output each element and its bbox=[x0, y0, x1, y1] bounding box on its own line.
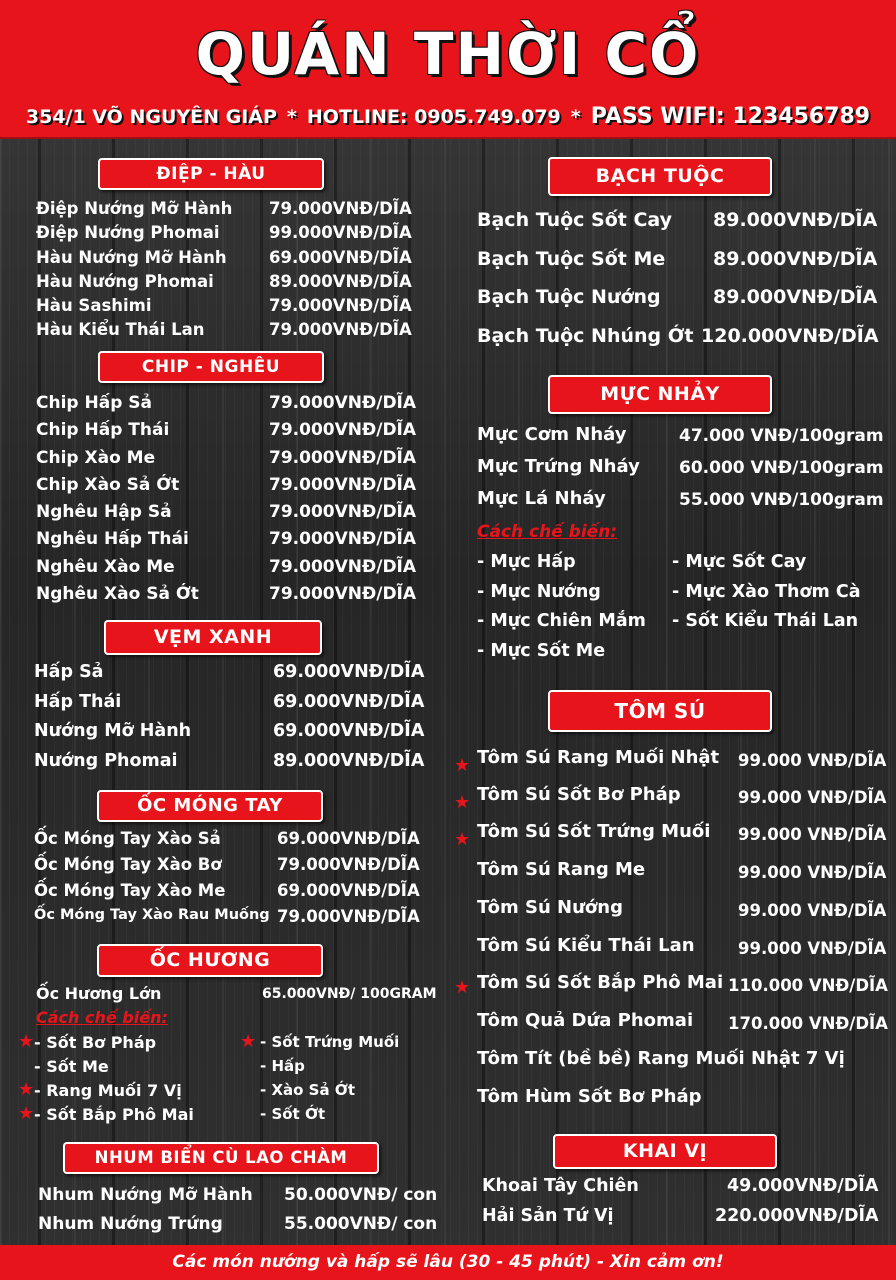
item-price: 69.000VNĐ/DĨA bbox=[269, 247, 412, 267]
item-price: 79.000VNĐ/DĨA bbox=[269, 529, 417, 550]
item-price: 79.000VNĐ/DĨA bbox=[269, 502, 417, 523]
item-price: 220.000VNĐ/DĨA bbox=[715, 1206, 879, 1226]
item-name: Mực Lá Nháy bbox=[477, 488, 606, 509]
star-icon: ★ bbox=[454, 977, 471, 998]
item-name: Nghêu Xào Me bbox=[36, 556, 175, 577]
hotline: HOTLINE: 0905.749.079 bbox=[306, 106, 561, 128]
item-price: 99.000 VNĐ/DĨA bbox=[738, 825, 887, 844]
item-name: Bạch Tuộc Sốt Cay bbox=[477, 209, 673, 231]
item-name: Tôm Sú Nướng bbox=[477, 897, 623, 918]
item-price: 79.000VNĐ/DĨA bbox=[269, 584, 417, 605]
item-name: Nghêu Xào Sả Ớt bbox=[36, 584, 199, 605]
item-price: 99.000 VNĐ/DĨA bbox=[738, 939, 887, 958]
item-price: 60.000 VNĐ/100gram bbox=[679, 458, 884, 478]
section-title-chip-ngheu: CHIP - NGHÊU bbox=[98, 351, 324, 383]
section-title-khai-vi: KHAI VỊ bbox=[553, 1134, 777, 1169]
item-price: 120.000VNĐ/DĨA bbox=[701, 324, 879, 347]
item-name: Chip Xào Me bbox=[36, 447, 156, 468]
item-name: Điệp Nướng Phomai bbox=[36, 223, 220, 243]
cooking-method: - Xào Sả Ớt bbox=[260, 1081, 356, 1099]
item-price: 69.000VNĐ/DĨA bbox=[273, 691, 425, 712]
item-price: 170.000 VNĐ/DĨA bbox=[728, 1014, 888, 1033]
item-name: Chip Hấp Thái bbox=[36, 420, 170, 441]
item-price: 89.000VNĐ/DĨA bbox=[273, 750, 425, 771]
section-muc-nhay bbox=[0, 424, 896, 674]
item-name: Tôm Hùm Sốt Bơ Pháp bbox=[477, 1086, 702, 1107]
item-name: Tôm Sú Sốt Trứng Muối bbox=[477, 821, 711, 842]
menu-item bbox=[477, 972, 723, 993]
cooking-method: - Sốt Me bbox=[34, 1057, 109, 1076]
item-name: Mực Trứng Nháy bbox=[477, 456, 640, 477]
star-icon: ★ bbox=[454, 792, 471, 813]
address: 354/1 VÕ NGUYÊN GIÁP bbox=[25, 106, 277, 128]
item-name: Hàu Nướng Phomai bbox=[36, 271, 214, 291]
cooking-method: - Hấp bbox=[260, 1057, 305, 1075]
item-price: 79.000VNĐ/DĨA bbox=[269, 420, 417, 441]
item-price: 50.000VNĐ/ con bbox=[284, 1185, 438, 1205]
separator-star: * bbox=[570, 106, 581, 128]
item-name: Bạch Tuộc Sốt Me bbox=[477, 247, 666, 270]
menu-item bbox=[477, 747, 719, 768]
cooking-method: - Mực Sốt Me bbox=[477, 641, 606, 661]
item-price: 65.000VNĐ/ 100GRAM bbox=[262, 986, 437, 1002]
menu-item bbox=[477, 1010, 693, 1031]
section-title-tom-su: TÔM SÚ bbox=[548, 690, 772, 732]
footer-note: Các món nướng và hấp sẽ lâu (30 - 45 phút) - Xin cảm ơn! bbox=[172, 1252, 724, 1272]
cooking-method: - Sốt Ớt bbox=[260, 1105, 326, 1123]
item-price: 79.000VNĐ/DĨA bbox=[269, 556, 417, 577]
cooking-method: - Sốt Bơ Pháp bbox=[34, 1033, 157, 1052]
item-price: 79.000VNĐ/DĨA bbox=[269, 199, 412, 218]
item-price: 89.000VNĐ/DĨA bbox=[713, 209, 878, 231]
menu-item bbox=[477, 488, 606, 509]
item-name: Hàu Kiểu Thái Lan bbox=[36, 320, 205, 340]
footer-note-bar bbox=[0, 1245, 896, 1280]
cooking-method: - Mực Sốt Cay bbox=[672, 552, 807, 572]
item-price: 79.000VNĐ/DĨA bbox=[269, 320, 412, 340]
menu-item bbox=[477, 821, 710, 842]
menu-item bbox=[477, 1048, 845, 1069]
menu-item bbox=[477, 897, 623, 918]
item-name: Nướng Mỡ Hành bbox=[34, 721, 192, 741]
item-name: Hải Sản Tứ Vị bbox=[482, 1206, 614, 1226]
item-price: 79.000VNĐ/DĨA bbox=[277, 907, 420, 926]
cooking-methods-label: Cách chế biến: bbox=[477, 522, 618, 542]
menu-item bbox=[477, 935, 695, 956]
section-title-diep-hau: ĐIỆP - HÀU bbox=[98, 158, 324, 190]
item-name: Nướng Phomai bbox=[34, 750, 178, 771]
item-price: 89.000VNĐ/DĨA bbox=[269, 271, 412, 291]
item-name: Ốc Móng Tay Xào Me bbox=[34, 881, 226, 900]
wifi-password: PASS WIFI: 123456789 bbox=[590, 104, 871, 129]
star-icon: ★ bbox=[454, 755, 471, 776]
item-name: Bạch Tuộc Nhúng Ớt bbox=[477, 324, 694, 347]
item-name: Nhum Nướng Trứng bbox=[38, 1214, 223, 1234]
item-price: 99.000 VNĐ/DĨA bbox=[738, 751, 887, 770]
item-name: Hấp Sả bbox=[34, 662, 104, 682]
menu-item bbox=[477, 456, 640, 477]
item-name: Nghêu Hập Sả bbox=[36, 502, 172, 523]
item-name: Tôm Quả Dứa Phomai bbox=[477, 1010, 694, 1031]
star-icon: ★ bbox=[454, 829, 471, 850]
menu-item bbox=[477, 859, 645, 880]
item-name: Chip Xào Sả Ớt bbox=[36, 474, 180, 495]
cooking-method: - Mực Hấp bbox=[477, 552, 576, 572]
item-name: Ốc Hương Lớn bbox=[36, 984, 162, 1003]
item-name: Ốc Móng Tay Xào Rau Muống bbox=[34, 907, 270, 923]
item-price: 69.000VNĐ/DĨA bbox=[277, 881, 420, 900]
item-name: Ốc Móng Tay Xào Sả bbox=[34, 829, 221, 848]
menu-item bbox=[477, 784, 681, 805]
section-title-bach-tuoc: BẠCH TUỘC bbox=[548, 157, 772, 196]
section-title-muc-nhay: MỰC NHẢY bbox=[548, 375, 772, 414]
item-price: 79.000VNĐ/DĨA bbox=[277, 855, 420, 874]
item-price: 99.000 VNĐ/DĨA bbox=[738, 901, 887, 920]
cooking-method: - Sốt Bắp Phô Mai bbox=[34, 1105, 194, 1124]
header-banner bbox=[0, 0, 896, 139]
item-name: Nhum Nướng Mỡ Hành bbox=[38, 1185, 253, 1205]
cooking-method: - Mực Chiên Mắm bbox=[477, 611, 646, 631]
item-name: Tôm Sú Rang Me bbox=[477, 859, 646, 880]
item-price: 79.000VNĐ/DĨA bbox=[269, 393, 417, 413]
star-icon: ★ bbox=[18, 1079, 35, 1100]
cooking-method: - Sốt Kiểu Thái Lan bbox=[672, 611, 859, 631]
cooking-method: - Mực Xào Thơm Cà bbox=[672, 582, 861, 602]
section-title-vem-xanh: VẸM XANH bbox=[104, 620, 322, 655]
menu-item bbox=[477, 1086, 701, 1107]
item-name: Bạch Tuộc Nướng bbox=[477, 286, 661, 308]
section-title-nhum-bien: NHUM BIỂN CÙ LAO CHÀM bbox=[63, 1142, 379, 1174]
item-name: Khoai Tây Chiên bbox=[482, 1176, 639, 1196]
item-name: Điệp Nướng Mỡ Hành bbox=[36, 199, 233, 218]
restaurant-title: QUÁN THỜI CỔ bbox=[195, 20, 701, 88]
item-price: 55.000VNĐ/ con bbox=[284, 1214, 438, 1234]
item-name: Ốc Móng Tay Xào Bơ bbox=[34, 855, 222, 874]
star-icon: ★ bbox=[240, 1031, 257, 1052]
item-price: 89.000VNĐ/DĨA bbox=[713, 286, 878, 308]
contact-line bbox=[0, 104, 896, 129]
item-name: Tôm Sú Rang Muối Nhật bbox=[477, 747, 720, 768]
item-name: Hấp Thái bbox=[34, 691, 122, 712]
item-price: 79.000VNĐ/DĨA bbox=[269, 474, 417, 495]
menu-item bbox=[477, 424, 626, 445]
item-name: Hàu Sashimi bbox=[36, 296, 152, 316]
item-price: 110.000 VNĐ/DĨA bbox=[728, 976, 888, 995]
item-price: 79.000VNĐ/DĨA bbox=[269, 447, 417, 468]
item-price: 69.000VNĐ/DĨA bbox=[277, 829, 420, 848]
star-icon: ★ bbox=[18, 1103, 35, 1124]
item-price: 47.000 VNĐ/100gram bbox=[679, 426, 884, 446]
cooking-method: - Sốt Trứng Muối bbox=[260, 1033, 400, 1051]
section-title-oc-huong: ỐC HƯƠNG bbox=[97, 944, 323, 977]
item-price: 89.000VNĐ/DĨA bbox=[713, 247, 878, 270]
item-name: Tôm Sú Kiểu Thái Lan bbox=[477, 935, 695, 956]
separator-star: * bbox=[286, 106, 297, 128]
star-icon: ★ bbox=[18, 1031, 35, 1052]
item-name: Nghêu Hấp Thái bbox=[36, 529, 189, 550]
item-price: 55.000 VNĐ/100gram bbox=[679, 490, 884, 510]
item-price: 99.000 VNĐ/DĨA bbox=[738, 863, 887, 882]
item-name: Tôm Tít (bề bề) Rang Muối Nhật 7 Vị bbox=[477, 1048, 845, 1069]
item-price: 69.000VNĐ/DĨA bbox=[273, 721, 425, 741]
item-price: 69.000VNĐ/DĨA bbox=[273, 662, 425, 682]
section-title-oc-mong-tay: ỐC MÓNG TAY bbox=[97, 790, 323, 822]
item-price: 99.000VNĐ/DĨA bbox=[269, 223, 412, 243]
item-price: 79.000VNĐ/DĨA bbox=[269, 296, 412, 316]
item-name: Tôm Sú Sốt Bắp Phô Mai bbox=[477, 972, 724, 993]
cooking-method: - Mực Nướng bbox=[477, 582, 601, 602]
item-name: Mực Cơm Nháy bbox=[477, 424, 627, 445]
cooking-method: - Rang Muối 7 Vị bbox=[34, 1081, 182, 1100]
item-name: Chip Hấp Sả bbox=[36, 393, 152, 413]
item-name: Hàu Nướng Mỡ Hành bbox=[36, 247, 227, 267]
section-tom-su bbox=[0, 747, 896, 1117]
item-price: 49.000VNĐ/DĨA bbox=[727, 1176, 879, 1196]
cooking-methods-label: Cách chế biến: bbox=[36, 1008, 168, 1027]
item-name: Tôm Sú Sốt Bơ Pháp bbox=[477, 784, 681, 805]
item-price: 99.000 VNĐ/DĨA bbox=[738, 788, 887, 807]
